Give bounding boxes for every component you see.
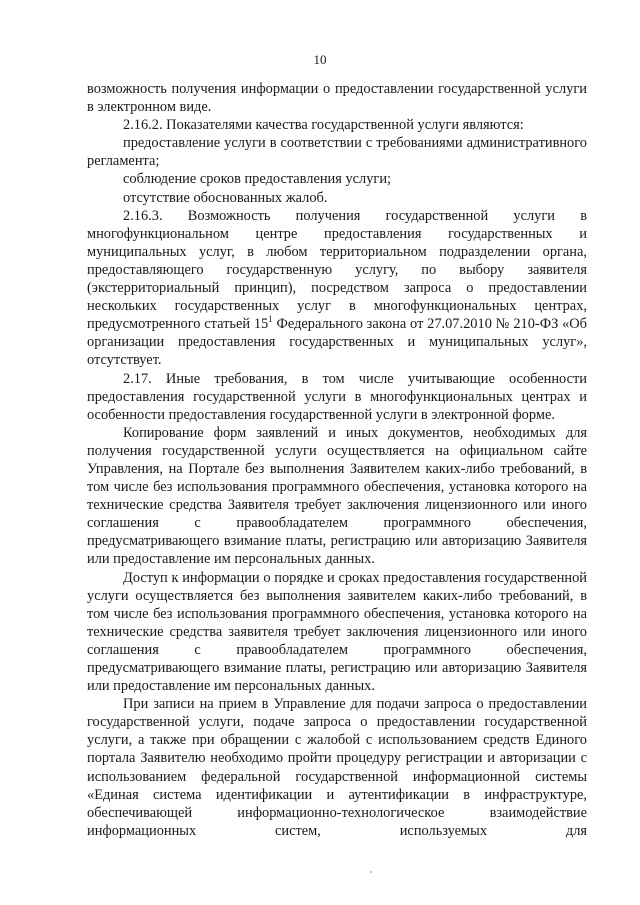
paragraph-electronic-info: возможность получения информации о предоставлении государственной услуги в электронном виде. <box>87 81 587 116</box>
paragraph-mfc-possibility <box>87 207 587 370</box>
paragraph-no-complaints: отсутствие обоснованных жалоб. <box>123 189 328 206</box>
article-superscript: 1 <box>268 314 273 325</box>
page-number: 10 <box>313 52 327 67</box>
paragraph-form-copying: Копирование форм заявлений и иных документов, необходимых для получения государственной услуги осуществляется на официальном сайте Управления, на Портале без выполнения Заявителем каких-либо требований, в том числе без использования программного обеспечения, установка которого на технические средства Заявителя требует заключения лицензионного или иного соглашения с правообладателем программного обеспечения, предусматривающего взимание платы, регистрацию или авторизацию Заявителя или предоставление им персональных данных. <box>87 424 587 568</box>
paragraph-appointment-registration: При записи на прием в Управление для подачи запроса о предоставлении государственной услуги, подаче запроса о предоставлении государственной услуги, а также при обращении с жалобой с использованием средств Единого портала Заявителю необходимо пройти процедуру регистрации и авторизации с использованием федеральной государственной информационной системы «Единая система идентификации и аутентификации в инфраструктуре, обеспечивающей информационно-технологическое взаимодействие информационных систем, используемых для <box>87 696 587 839</box>
body-text <box>87 80 587 840</box>
paragraph-quality-indicators: 2.16.2. Показателями качества государственной услуги являются: <box>123 117 524 134</box>
mfc-text-part-1: 2.16.3. Возможность получения государственной услуги в многофункциональном центре предоставления государственных и муниципальных услуг, в любом территориальном подразделении органа, предоставляющего государственную услугу, по выбору заявителя (экстерриториальный принцип), посредством запроса о предоставлении нескольких государственных услуг в многофункциональных центрах, предусмотренного статьей 15 <box>87 207 587 333</box>
paragraph-info-access: Доступ к информации о порядке и сроках предоставления государственной услуги осуществляется без выполнения заявителем каких-либо требований, в том числе без использования программного обеспечения, установка которого на технические средства заявителя требует заключения лицензионного или иного соглашения с правообладателем программного обеспечения, предусматривающего взимание платы, регистрацию или авторизацию Заявителя или предоставление им персональных данных. <box>87 569 587 695</box>
paragraph-compliance: предоставление услуги в соответствии с требованиями административного регламента; <box>87 135 587 170</box>
paragraph-other-requirements: 2.17. Иные требования, в том числе учитывающие особенности предоставления государственной услуги в многофункциональных центрах и особенности предоставления государственной услуги в электронной форме. <box>87 370 587 423</box>
paragraph-deadlines: соблюдение сроков предоставления услуги; <box>123 171 392 188</box>
mfc-text-part-2: Федерального закона от 27.07.2010 № 210-ФЗ «Об организации предоставления государственных и муниципальных услуг», отсутствует. <box>87 316 587 369</box>
scan-artifact <box>370 871 372 873</box>
